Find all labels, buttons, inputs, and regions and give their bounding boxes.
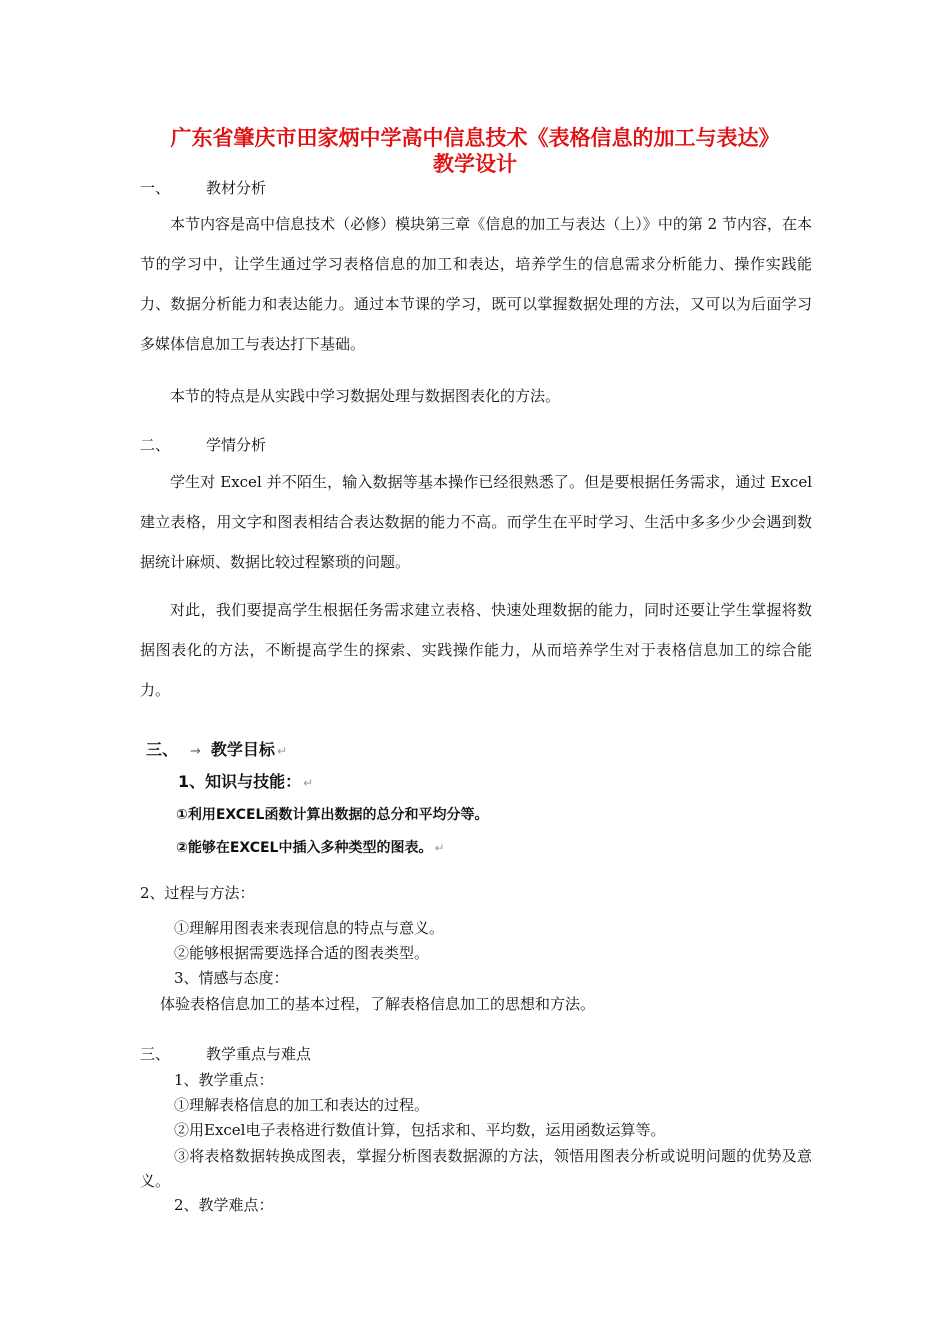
section-heading-key-points [140,1044,311,1064]
key-point-3: ③将表格数据转换成图表，掌握分析图表数据源的方法，领悟用图表分析或说明问题的优势及意义。 [140,1147,812,1190]
key-point-2: ②用Excel电子表格进行数值计算，包括求和、平均数，运用函数运算等。 [174,1121,666,1139]
section-heading-students [140,435,266,455]
objective-knowledge-heading: 1、知识与技能： ↵ [178,772,314,791]
paragraph-students-2: 对此，我们要提高学生根据任务需求建立表格、快速处理数据的能力，同时还要让学生掌握将数据图表化的方法，不断提高学生的探索、实践操作能力，从而培养学生对于表格信息加工的综合能力。 [140,601,812,699]
objective-emotion-heading: 3、情感与态度： [174,969,289,987]
document-title-line2: 教学设计 [433,152,517,176]
section-title: 学情分析 [206,436,267,454]
paragraph-materials-2: 本节的特点是从实践中学习数据处理与数据图表化的方法。 [170,387,561,405]
section-heading-materials [140,178,266,198]
objective-process-heading: 2、过程与方法： [140,884,255,902]
key-point-1: ①理解表格信息的加工和表达的过程。 [174,1096,430,1114]
section-number: 二、 [140,436,171,454]
objective-knowledge-1: ①利用EXCEL函数计算出数据的总分和平均分等。 [176,807,489,823]
difficulties-heading: 2、教学难点： [174,1196,274,1214]
objective-knowledge-2: ②能够在EXCEL中插入多种类型的图表。 ↵ [176,840,445,856]
key-points-heading: 1、教学重点： [174,1071,274,1089]
paragraph-students-1: 学生对 Excel 并不陌生，输入数据等基本操作已经很熟悉了。但是要根据任务需求，通过 Excel 建立表格，用文字和图表相结合表达数据的能力不高。而学生在平时学习、生活中多多少少会遇到数据统计麻烦、数据比较过程繁琐的问题。 [140,473,812,571]
objective-emotion-1: 体验表格信息加工的基本过程，了解表格信息加工的思想和方法。 [160,995,596,1013]
section-title: 教学目标 [210,740,275,759]
section-number: 一、 [140,179,171,197]
return-mark-icon: ↵ [434,841,445,855]
document-title-line1: 广东省肇庆市田家炳中学高中信息技术《表格信息的加工与表达》 [170,126,780,150]
tab-arrow-icon: → [190,744,201,759]
paragraph-materials-1: 本节内容是高中信息技术（必修）模块第三章《信息的加工与表达（上）》中的第 2 节内容，在本节的学习中，让学生通过学习表格信息的加工和表达，培养学生的信息需求分析能力、操作实践能力、数据分析能力和表达能力。通过本节课的学习，既可以掌握数据处理的方法，又可以为后面学习多媒体信息加工与表达打下基础。 [140,215,812,353]
return-mark-icon: ↵ [303,776,314,790]
section-number: 三、 [140,1045,171,1063]
section-title: 教材分析 [206,179,267,197]
section-heading-objectives [146,740,287,762]
section-number: 三、 [146,740,179,759]
return-mark-icon: ↵ [276,744,287,758]
objective-process-1: ①理解用图表来表现信息的特点与意义。 [174,919,445,937]
objective-process-2: ②能够根据需要选择合适的图表类型。 [174,944,430,962]
section-title: 教学重点与难点 [206,1045,312,1063]
